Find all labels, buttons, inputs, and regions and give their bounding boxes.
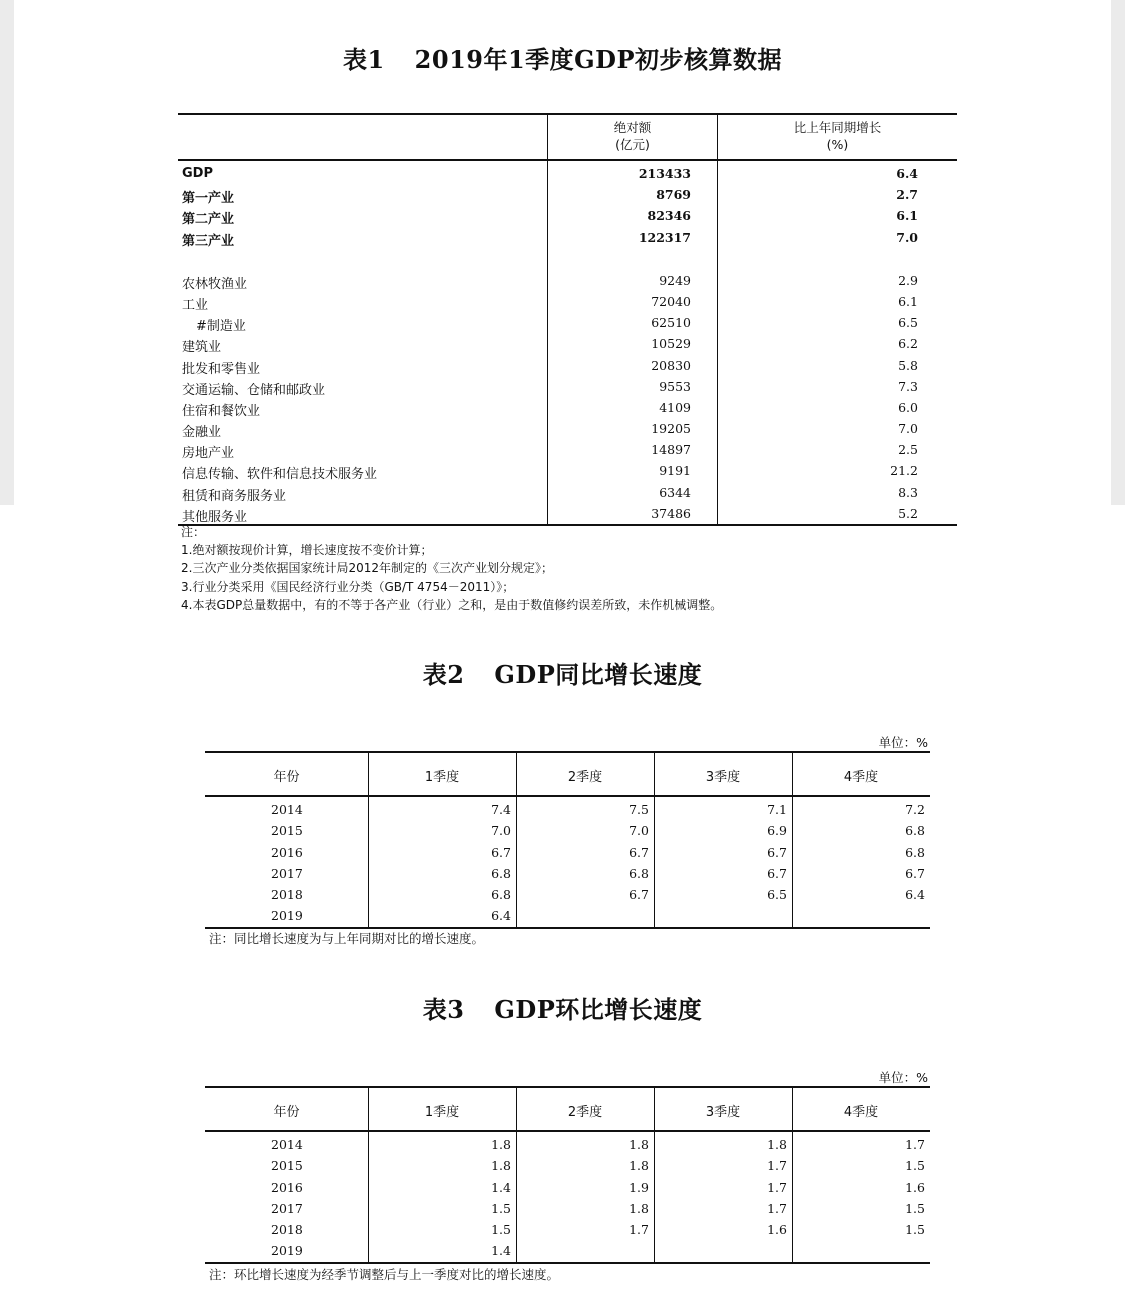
quarter-value: 1.8 — [629, 1137, 649, 1152]
row-absolute-value: 122317 — [638, 229, 691, 245]
note-line: 3.行业分类采用《国民经济行业分类（GB/T 4754－2011）》； — [181, 579, 515, 594]
quarter-value: 1.5 — [905, 1200, 925, 1216]
row-growth-value: 6.1 — [898, 293, 918, 309]
table1-header — [178, 113, 957, 161]
table-row — [205, 799, 930, 820]
quarter-value: 1.8 — [491, 1158, 511, 1174]
table3-unit: 单位：% — [878, 1070, 928, 1085]
row-name: 信息传输、软件和信息技术服务业 — [182, 467, 378, 483]
quarter-value: 7.1 — [767, 802, 787, 817]
quarter-value: 1.6 — [905, 1179, 925, 1195]
table-row — [178, 312, 957, 333]
row-name: #制造业 — [196, 319, 246, 335]
row-name: GDP — [182, 166, 213, 181]
table-row — [178, 418, 957, 439]
table1-row-gap — [178, 248, 957, 270]
table-row — [178, 227, 957, 248]
quarter-value: 1.6 — [767, 1222, 787, 1238]
row-growth-value: 6.4 — [896, 166, 918, 181]
row-growth-value: 6.0 — [898, 399, 918, 415]
table1-notes — [181, 523, 722, 614]
quarter-value: 1.8 — [629, 1158, 649, 1174]
row-name: 房地产业 — [182, 446, 235, 462]
quarter-value: 6.8 — [905, 823, 925, 839]
table-row — [178, 291, 957, 312]
row-name: 第二产业 — [182, 212, 235, 228]
table-row — [205, 1240, 930, 1261]
table1-title-number: 表1 — [342, 45, 385, 74]
table2-title — [0, 655, 1125, 690]
year-cell: 2014 — [271, 802, 303, 817]
quarter-value: 7.4 — [491, 802, 511, 817]
quarter-value: 6.7 — [491, 844, 511, 860]
quarter-value: 6.8 — [905, 844, 925, 860]
table2-unit: 单位：% — [878, 735, 928, 750]
table1-title — [0, 40, 1125, 75]
note-line: 1.绝对额按现价计算，增长速度按不变价计算； — [181, 543, 433, 558]
quarter-value: 6.8 — [491, 887, 511, 903]
table-row — [178, 355, 957, 376]
quarter-value: 1.7 — [767, 1179, 787, 1195]
row-growth-value: 8.3 — [898, 484, 918, 500]
row-name: 建筑业 — [182, 340, 222, 356]
table1-header-growth — [718, 119, 957, 153]
note-line: 2.三次产业分类依据国家统计局2012年制定的《三次产业划分规定》； — [181, 561, 553, 576]
header-line: (亿元) — [615, 137, 650, 152]
header-cell: 4季度 — [843, 1105, 879, 1120]
year-cell: 2015 — [271, 823, 303, 839]
table-row — [205, 863, 930, 884]
quarter-value: 1.4 — [491, 1179, 511, 1195]
quarter-value: 1.5 — [491, 1200, 511, 1216]
table-row — [178, 460, 957, 481]
table1-header-abs — [548, 119, 717, 153]
quarter-value: 1.8 — [491, 1137, 511, 1152]
row-growth-value: 5.8 — [898, 357, 918, 373]
table-body — [205, 1132, 930, 1264]
quarter-value: 1.7 — [629, 1222, 649, 1238]
quarter-value: 6.8 — [629, 865, 649, 881]
table-row — [205, 1177, 930, 1198]
row-name: 其他服务业 — [182, 509, 248, 525]
quarter-value: 6.7 — [905, 865, 925, 881]
year-cell: 2017 — [271, 865, 303, 881]
row-growth-value: 7.3 — [898, 378, 918, 394]
table3-title-text: GDP环比增长速度 — [494, 995, 703, 1024]
page-edge-right — [1111, 0, 1125, 505]
header-cell: 年份 — [273, 1105, 300, 1120]
quarter-value: 6.4 — [905, 887, 925, 903]
row-absolute-value: 8769 — [656, 187, 691, 203]
table1-industry-rows — [178, 270, 957, 524]
row-name: 租赁和商务服务业 — [182, 488, 287, 504]
row-growth-value: 6.1 — [896, 208, 918, 224]
quarter-value: 1.4 — [491, 1243, 511, 1259]
table2-title-text: GDP同比增长速度 — [494, 660, 703, 689]
table-row — [205, 884, 930, 905]
table-row — [205, 1134, 930, 1155]
table3-title-number: 表3 — [422, 995, 465, 1024]
table3 — [205, 1086, 930, 1264]
quarter-value: 6.7 — [767, 844, 787, 860]
row-absolute-value: 213433 — [638, 166, 691, 181]
table-row — [178, 376, 957, 397]
table-row — [178, 482, 957, 503]
quarter-value: 1.8 — [767, 1137, 787, 1152]
quarter-value: 6.7 — [629, 844, 649, 860]
year-cell: 2019 — [271, 1243, 303, 1259]
year-cell: 2016 — [271, 1179, 303, 1195]
table-row — [205, 820, 930, 841]
row-name: 第三产业 — [182, 233, 235, 249]
row-growth-value: 6.2 — [898, 336, 918, 352]
table-row — [205, 842, 930, 863]
table-row — [205, 1219, 930, 1240]
table1 — [178, 113, 957, 526]
table3-title — [0, 990, 1125, 1025]
header-cell: 3季度 — [705, 770, 741, 785]
header-cell: 年份 — [273, 770, 300, 785]
quarter-value: 6.7 — [767, 865, 787, 881]
table3-note: 注：环比增长速度为经季节调整后与上一季度对比的增长速度。 — [209, 1267, 560, 1282]
header-line: 比上年同期增长 — [793, 120, 882, 135]
row-absolute-value: 19205 — [651, 421, 691, 437]
quarter-value: 1.8 — [629, 1200, 649, 1216]
header-cell: 2季度 — [567, 770, 603, 785]
row-name: 工业 — [182, 297, 209, 313]
quarter-value: 1.7 — [905, 1137, 925, 1152]
quarter-value: 7.0 — [491, 823, 511, 839]
header-line: (%) — [826, 137, 849, 152]
table-row — [178, 333, 957, 354]
table1-title-text: 2019年1季度GDP初步核算数据 — [414, 45, 783, 74]
row-name: 交通运输、仓储和邮政业 — [182, 382, 326, 398]
table-row — [178, 163, 957, 184]
row-absolute-value: 9249 — [659, 272, 691, 288]
year-cell: 2018 — [271, 887, 303, 903]
header-cell: 1季度 — [424, 770, 460, 785]
quarter-value: 6.9 — [767, 823, 787, 839]
row-absolute-value: 62510 — [651, 315, 691, 331]
table-row — [178, 397, 957, 418]
row-absolute-value: 9191 — [659, 463, 691, 479]
row-name: 批发和零售业 — [182, 361, 261, 377]
quarter-value: 1.7 — [767, 1200, 787, 1216]
table-header — [205, 1086, 930, 1132]
year-cell: 2019 — [271, 908, 303, 924]
row-growth-value: 5.2 — [898, 505, 918, 521]
quarter-value: 1.9 — [629, 1179, 649, 1195]
quarter-value: 1.5 — [491, 1222, 511, 1238]
table2-note: 注：同比增长速度为与上年同期对比的增长速度。 — [209, 931, 485, 946]
row-absolute-value: 72040 — [651, 293, 691, 309]
table2 — [205, 751, 930, 929]
table1-body — [178, 161, 957, 526]
row-name: 第一产业 — [182, 191, 235, 207]
row-absolute-value: 82346 — [647, 208, 691, 224]
page-edge-left — [0, 0, 14, 505]
row-growth-value: 7.0 — [898, 421, 918, 437]
row-absolute-value: 6344 — [659, 484, 691, 500]
year-cell: 2017 — [271, 1200, 303, 1216]
header-cell: 1季度 — [424, 1105, 460, 1120]
row-absolute-value: 4109 — [659, 399, 691, 415]
table-row — [178, 503, 957, 524]
row-growth-value: 2.9 — [898, 272, 918, 288]
note-line: 注： — [181, 525, 206, 539]
table-row — [205, 1155, 930, 1176]
row-growth-value: 2.7 — [896, 187, 918, 203]
row-absolute-value: 10529 — [651, 336, 691, 352]
quarter-value: 6.5 — [767, 887, 787, 903]
row-growth-value: 7.0 — [896, 229, 918, 245]
table-row — [178, 270, 957, 291]
row-name: 住宿和餐饮业 — [182, 403, 261, 419]
quarter-value: 1.5 — [905, 1158, 925, 1174]
quarter-value: 7.2 — [905, 802, 925, 817]
year-cell: 2015 — [271, 1158, 303, 1174]
row-absolute-value: 37486 — [651, 505, 691, 521]
year-cell: 2014 — [271, 1137, 303, 1152]
header-cell: 2季度 — [567, 1105, 603, 1120]
quarter-value: 6.7 — [629, 887, 649, 903]
quarter-value: 1.5 — [905, 1222, 925, 1238]
row-absolute-value: 20830 — [651, 357, 691, 373]
quarter-value: 1.7 — [767, 1158, 787, 1174]
header-line: 绝对额 — [613, 120, 652, 135]
row-absolute-value: 14897 — [651, 442, 691, 458]
row-growth-value: 6.5 — [898, 315, 918, 331]
header-cell: 4季度 — [843, 770, 879, 785]
table-row — [178, 184, 957, 205]
year-cell: 2018 — [271, 1222, 303, 1238]
quarter-value: 7.5 — [629, 802, 649, 817]
table1-summary-rows — [178, 163, 957, 248]
year-cell: 2016 — [271, 844, 303, 860]
table-row — [178, 439, 957, 460]
table-body — [205, 797, 930, 929]
row-absolute-value: 9553 — [659, 378, 691, 394]
note-line: 4.本表GDP总量数据中，有的不等于各产业（行业）之和，是由于数值修约误差所致，未作机械调整。 — [181, 597, 723, 612]
row-growth-value: 2.5 — [898, 442, 918, 458]
table-row — [178, 205, 957, 226]
header-cell: 3季度 — [705, 1105, 741, 1120]
row-name: 农林牧渔业 — [182, 276, 248, 292]
quarter-value: 6.8 — [491, 865, 511, 881]
table-row — [205, 905, 930, 926]
table-row — [205, 1198, 930, 1219]
table2-title-number: 表2 — [422, 660, 465, 689]
quarter-value: 7.0 — [629, 823, 649, 839]
row-growth-value: 21.2 — [890, 463, 918, 479]
quarter-value: 6.4 — [491, 908, 511, 924]
table-header — [205, 751, 930, 797]
row-name: 金融业 — [182, 425, 222, 441]
